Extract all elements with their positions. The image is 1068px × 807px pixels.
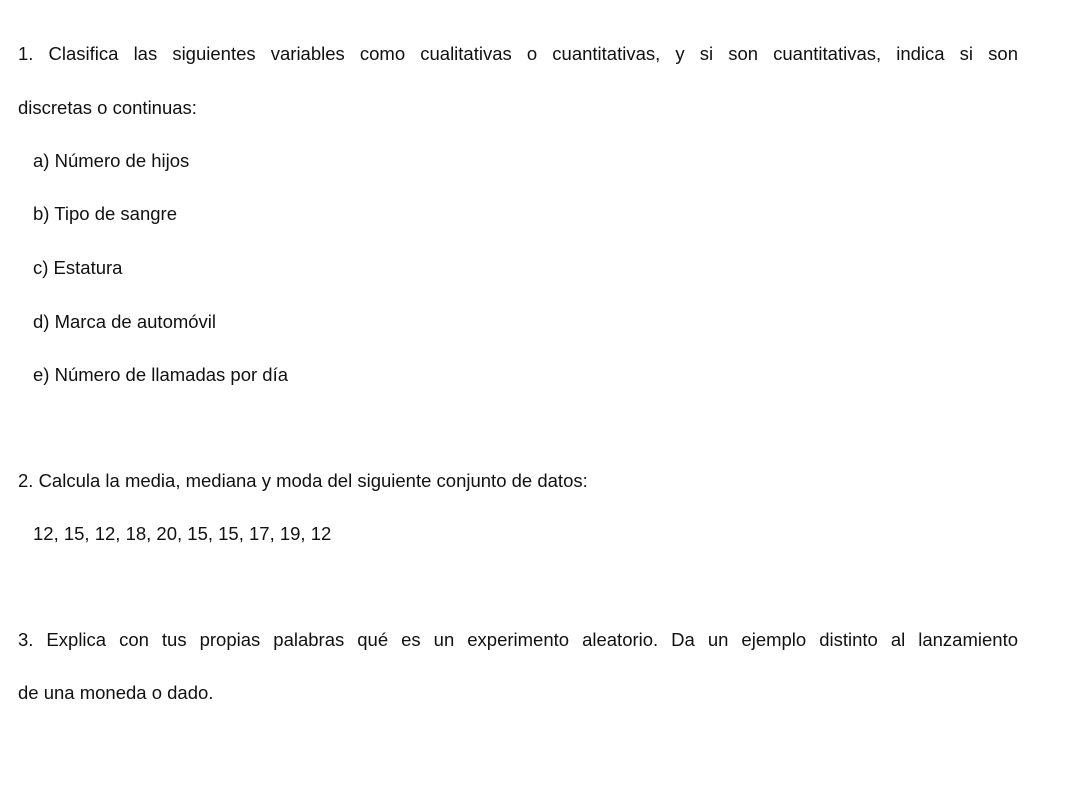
question-3-text-line-2: de una moneda o dado.	[18, 682, 214, 703]
question-1-item-c: c) Estatura	[33, 257, 123, 278]
question-3-text-line-1: 3. Explica con tus propias palabras qué es un experimento aleatorio. Da un ejemplo distinto al lanzamiento	[18, 629, 1018, 650]
question-1-text-line-2: discretas o continuas:	[18, 97, 197, 118]
question-1-item-a: a) Número de hijos	[33, 150, 190, 171]
question-1-text-line-1: 1. Clasifica las siguientes variables como cualitativas o cuantitativas, y si son cuantitativas, indica si son	[18, 43, 1018, 64]
question-2-data-set: 12, 15, 12, 18, 20, 15, 15, 17, 19, 12	[33, 523, 332, 544]
question-2-text: 2. Calcula la media, mediana y moda del siguiente conjunto de datos:	[18, 470, 588, 491]
question-1-item-b: b) Tipo de sangre	[33, 203, 177, 224]
question-1-item-e: e) Número de llamadas por día	[33, 364, 289, 385]
question-1-item-d: d) Marca de automóvil	[33, 311, 217, 332]
